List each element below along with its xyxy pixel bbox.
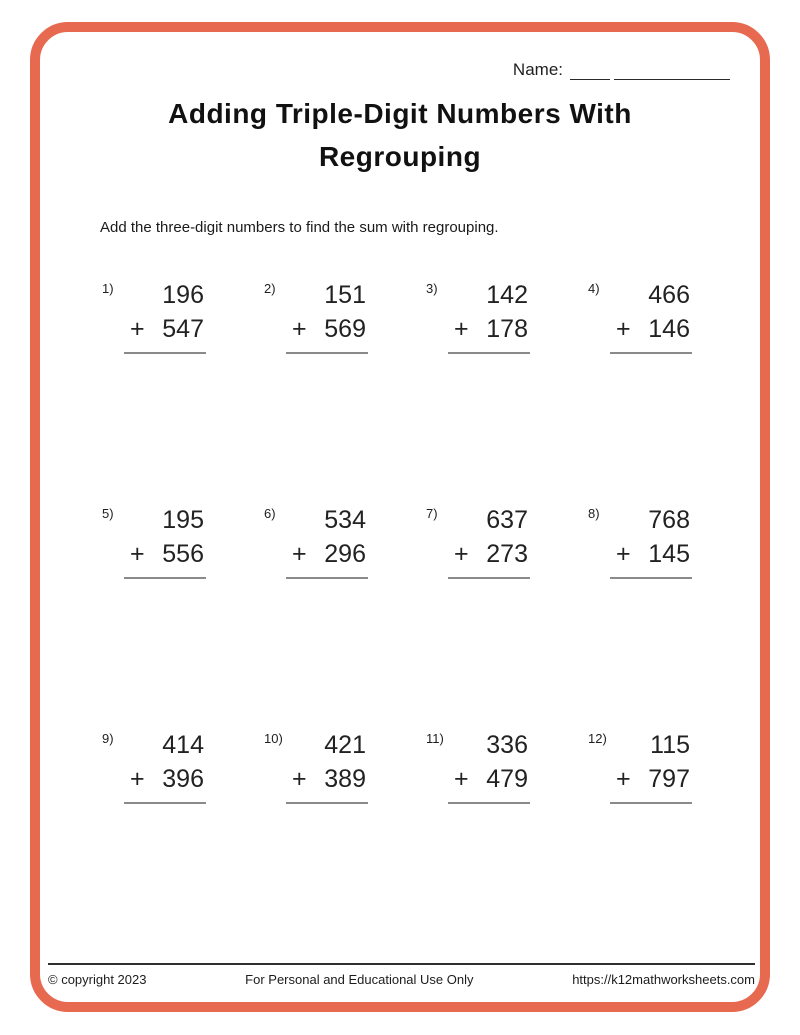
- addend-top: 142: [486, 281, 528, 309]
- plus-operator: +: [454, 315, 469, 343]
- problem-number: 12): [588, 731, 607, 746]
- addend-bottom: 479: [486, 765, 528, 793]
- answer-line: [286, 802, 368, 804]
- footer-usage-note: For Personal and Educational Use Only: [245, 972, 474, 987]
- problem-number: 4): [588, 281, 600, 296]
- plus-operator: +: [616, 540, 631, 568]
- problems-grid: [100, 278, 748, 848]
- problem-number: 5): [102, 506, 114, 521]
- answer-line: [124, 352, 206, 354]
- addend-top: 151: [324, 281, 366, 309]
- footer: [48, 972, 755, 987]
- answer-line: [286, 352, 368, 354]
- plus-operator: +: [454, 540, 469, 568]
- addend-top: 421: [324, 731, 366, 759]
- problem-12: [586, 728, 748, 848]
- addend-bottom: 178: [486, 315, 528, 343]
- answer-line: [610, 352, 692, 354]
- problem-number: 1): [102, 281, 114, 296]
- name-line-segment: [614, 61, 730, 80]
- plus-operator: +: [292, 765, 307, 793]
- problem-number: 6): [264, 506, 276, 521]
- answer-line: [124, 577, 206, 579]
- addend-top: 534: [324, 506, 366, 534]
- answer-line: [448, 802, 530, 804]
- addend-top: 196: [162, 281, 204, 309]
- plus-operator: +: [292, 315, 307, 343]
- plus-operator: +: [130, 765, 145, 793]
- addend-bottom: 396: [162, 765, 204, 793]
- problem-number: 9): [102, 731, 114, 746]
- page-title: [0, 92, 800, 178]
- name-fill-line: [570, 61, 730, 80]
- name-row: [513, 60, 730, 80]
- problem-6: [262, 503, 424, 728]
- name-line-segment: [570, 61, 610, 80]
- addend-bottom: 145: [648, 540, 690, 568]
- problem-number: 8): [588, 506, 600, 521]
- addend-bottom: 547: [162, 315, 204, 343]
- instruction-text: Add the three-digit numbers to find the sum with regrouping.: [100, 219, 499, 236]
- addend-bottom: 569: [324, 315, 366, 343]
- problem-2: [262, 278, 424, 503]
- problem-5: [100, 503, 262, 728]
- problem-number: 7): [426, 506, 438, 521]
- problem-3: [424, 278, 586, 503]
- problem-number: 11): [426, 731, 444, 746]
- problem-9: [100, 728, 262, 848]
- addend-top: 637: [486, 506, 528, 534]
- page-title-line2: Regrouping: [318, 141, 482, 172]
- answer-line: [448, 352, 530, 354]
- addend-top: 466: [648, 281, 690, 309]
- plus-operator: +: [130, 315, 145, 343]
- answer-line: [448, 577, 530, 579]
- problem-number: 3): [426, 281, 438, 296]
- addend-bottom: 273: [486, 540, 528, 568]
- footer-divider: [48, 963, 755, 965]
- problem-4: [586, 278, 748, 503]
- problem-number: 10): [264, 731, 283, 746]
- addend-bottom: 146: [648, 315, 690, 343]
- answer-line: [610, 577, 692, 579]
- addend-top: 768: [648, 506, 690, 534]
- footer-copyright: © copyright 2023: [48, 972, 147, 987]
- addend-top: 336: [486, 731, 528, 759]
- answer-line: [124, 802, 206, 804]
- plus-operator: +: [616, 315, 631, 343]
- plus-operator: +: [616, 765, 631, 793]
- answer-line: [610, 802, 692, 804]
- plus-operator: +: [454, 765, 469, 793]
- plus-operator: +: [292, 540, 307, 568]
- problem-1: [100, 278, 262, 503]
- addend-bottom: 296: [324, 540, 366, 568]
- addend-bottom: 556: [162, 540, 204, 568]
- problem-11: [424, 728, 586, 848]
- footer-website-url: https://k12mathworksheets.com: [572, 972, 755, 987]
- page-title-line1: Adding Triple-Digit Numbers With: [168, 98, 632, 129]
- problem-10: [262, 728, 424, 848]
- name-label: Name:: [512, 60, 563, 79]
- problem-number: 2): [264, 281, 276, 296]
- answer-line: [286, 577, 368, 579]
- addend-bottom: 389: [324, 765, 366, 793]
- addend-top: 414: [162, 731, 204, 759]
- addend-top: 115: [650, 731, 690, 759]
- addend-top: 195: [162, 506, 204, 534]
- plus-operator: +: [130, 540, 145, 568]
- problem-8: [586, 503, 748, 728]
- problem-7: [424, 503, 586, 728]
- addend-bottom: 797: [648, 765, 690, 793]
